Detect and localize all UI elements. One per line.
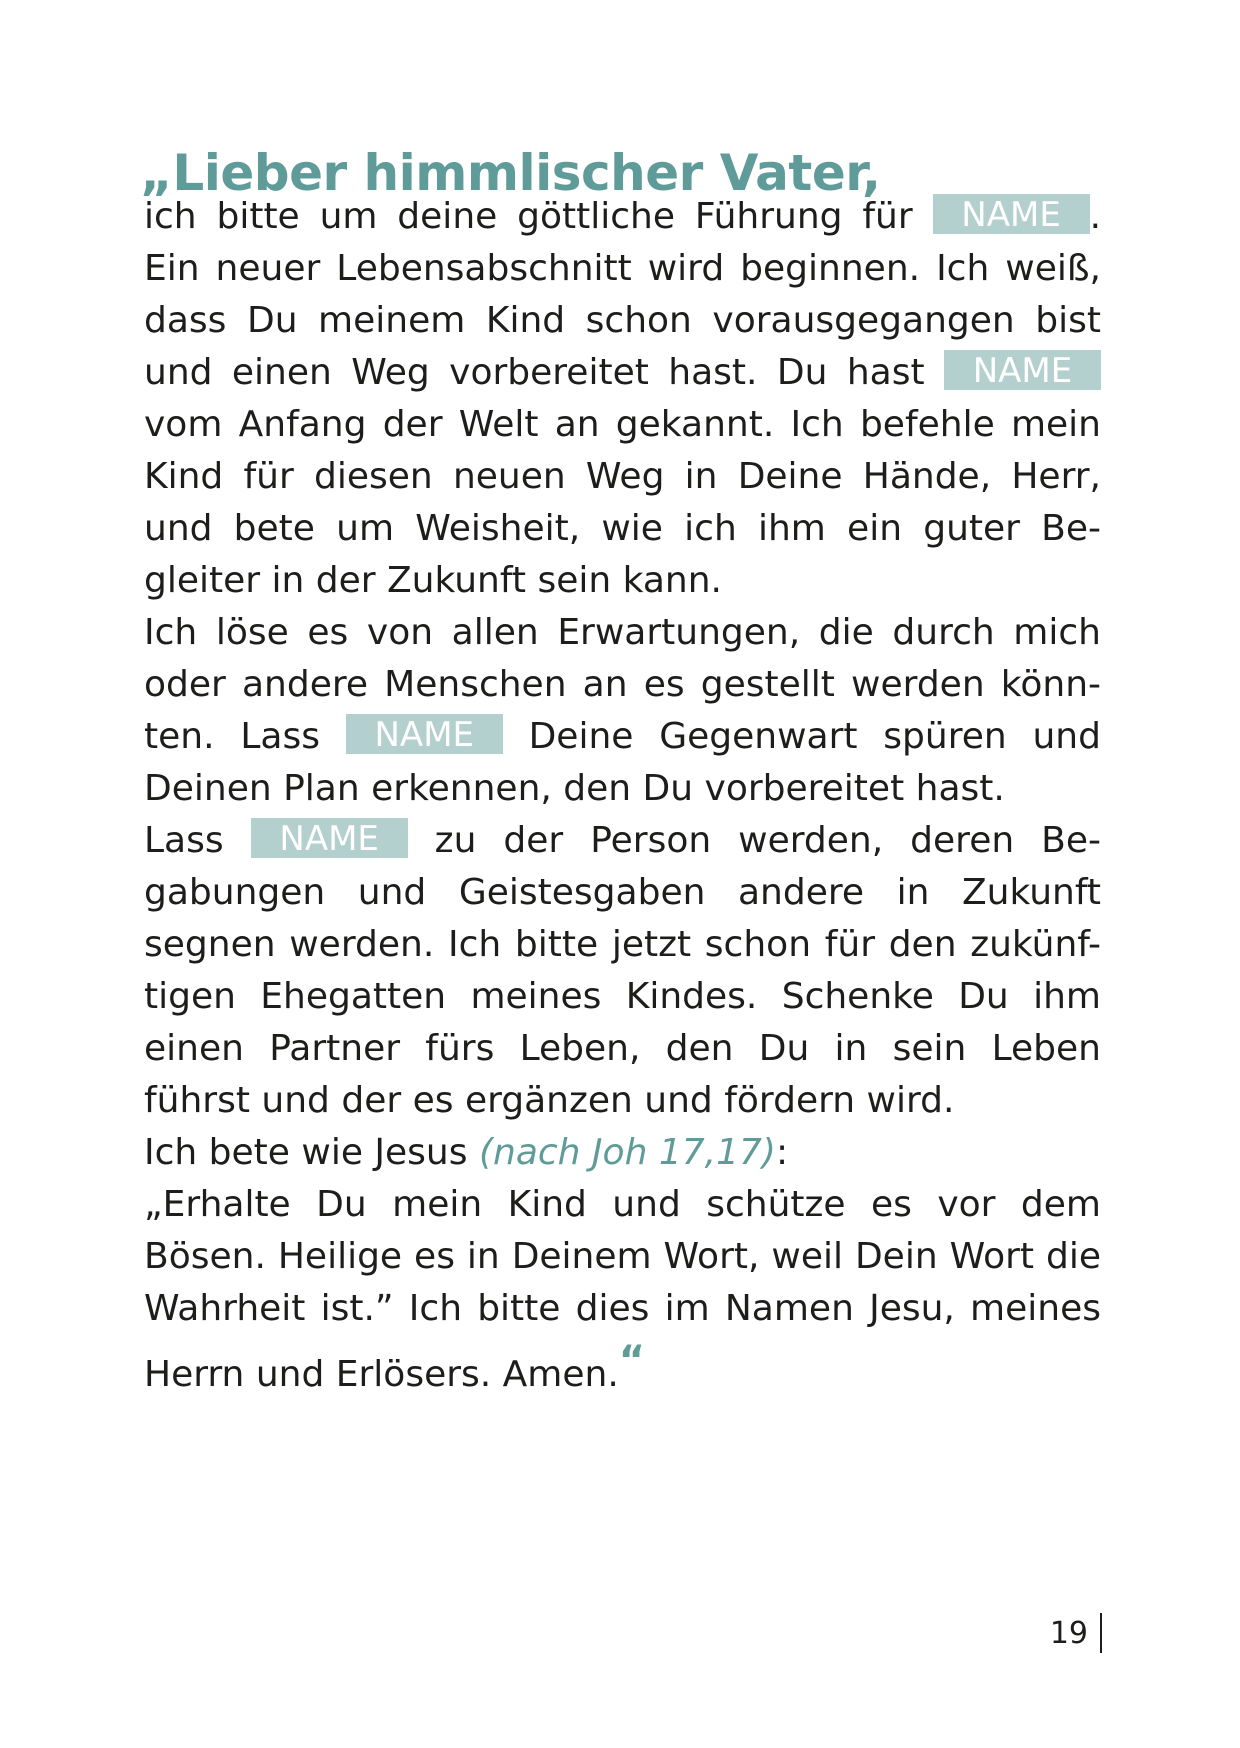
line-text: : xyxy=(775,1132,789,1173)
page-footer xyxy=(1050,1610,1102,1656)
name-placeholder[interactable]: NAME xyxy=(346,714,503,754)
prayer-line-14: gabungen und Geistesgaben andere in Zukunft xyxy=(144,872,1101,913)
line-text: . xyxy=(1089,196,1102,237)
prayer-line-16: tigen Ehegatten meines Kindes. Schenke Du ihm xyxy=(144,976,1101,1017)
prayer-line-5: vom Anfang der Welt an gekannt. Ich befehle mein xyxy=(144,404,1101,445)
footer-divider xyxy=(1100,1613,1102,1653)
prayer-line-18: führst und der es ergänzen und fördern wird. xyxy=(144,1080,955,1121)
prayer-line-6: Kind für diesen neuen Weg in Deine Hände, Herr, xyxy=(144,456,1101,497)
prayer-line-4 xyxy=(144,344,1101,402)
closing-quote-mark: “ xyxy=(618,1338,646,1384)
prayer-line-1 xyxy=(144,188,1101,246)
line-text: Ich bete wie Jesus xyxy=(144,1132,479,1173)
prayer-line-8: gleiter in der Zukunft sein kann. xyxy=(144,560,722,601)
prayer-line-2: Ein neuer Lebensabschnitt wird beginnen. Ich weiß, xyxy=(144,248,1101,289)
name-placeholder[interactable]: NAME xyxy=(251,818,408,858)
prayer-line-17: einen Partner fürs Leben, den Du in sein Leben xyxy=(144,1028,1101,1069)
line-text: Herrn und Erlösers. Amen. xyxy=(144,1354,619,1395)
line-text: und einen Weg vorbereitet hast. Du hast xyxy=(144,352,925,393)
prayer-line-10: oder andere Menschen an es gestellt werden könn- xyxy=(144,664,1101,705)
prayer-line-23 xyxy=(144,1332,1101,1395)
line-text: Lass xyxy=(144,820,224,861)
prayer-line-3: dass Du meinem Kind schon vorausgegangen bist xyxy=(144,300,1101,341)
prayer-heading: „Lieber himmlischer Vater, xyxy=(140,144,881,202)
name-placeholder[interactable]: NAME xyxy=(944,350,1101,390)
prayer-line-19 xyxy=(144,1124,1101,1182)
prayer-line-13 xyxy=(144,812,1101,870)
page-number: 19 xyxy=(1049,1615,1088,1651)
prayer-line-21: Bösen. Heilige es in Deinem Wort, weil Dein Wort die xyxy=(144,1236,1101,1277)
line-text: zu der Person werden, deren Be- xyxy=(434,820,1101,861)
name-placeholder[interactable]: NAME xyxy=(933,194,1090,234)
scripture-reference: (nach Joh 17,17) xyxy=(478,1132,776,1173)
prayer-line-9: Ich löse es von allen Erwartungen, die durch mich xyxy=(144,612,1101,653)
prayer-line-15: segnen werden. Ich bitte jetzt schon für den zukünf- xyxy=(144,924,1101,965)
prayer-line-7: und bete um Weisheit, wie ich ihm ein guter Be- xyxy=(144,508,1101,549)
line-text: Deine Gegenwart spüren und xyxy=(528,716,1101,757)
prayer-line-22: Wahrheit ist.” Ich bitte dies im Namen Jesu, meines xyxy=(144,1288,1101,1329)
line-text: ten. Lass xyxy=(144,716,320,757)
prayer-line-11 xyxy=(144,708,1101,766)
prayer-line-20: „Erhalte Du mein Kind und schütze es vor dem xyxy=(144,1184,1101,1225)
prayer-line-12: Deinen Plan erkennen, den Du vorbereitet hast. xyxy=(144,768,1005,809)
line-text: ich bitte um deine göttliche Führung für xyxy=(144,196,913,237)
